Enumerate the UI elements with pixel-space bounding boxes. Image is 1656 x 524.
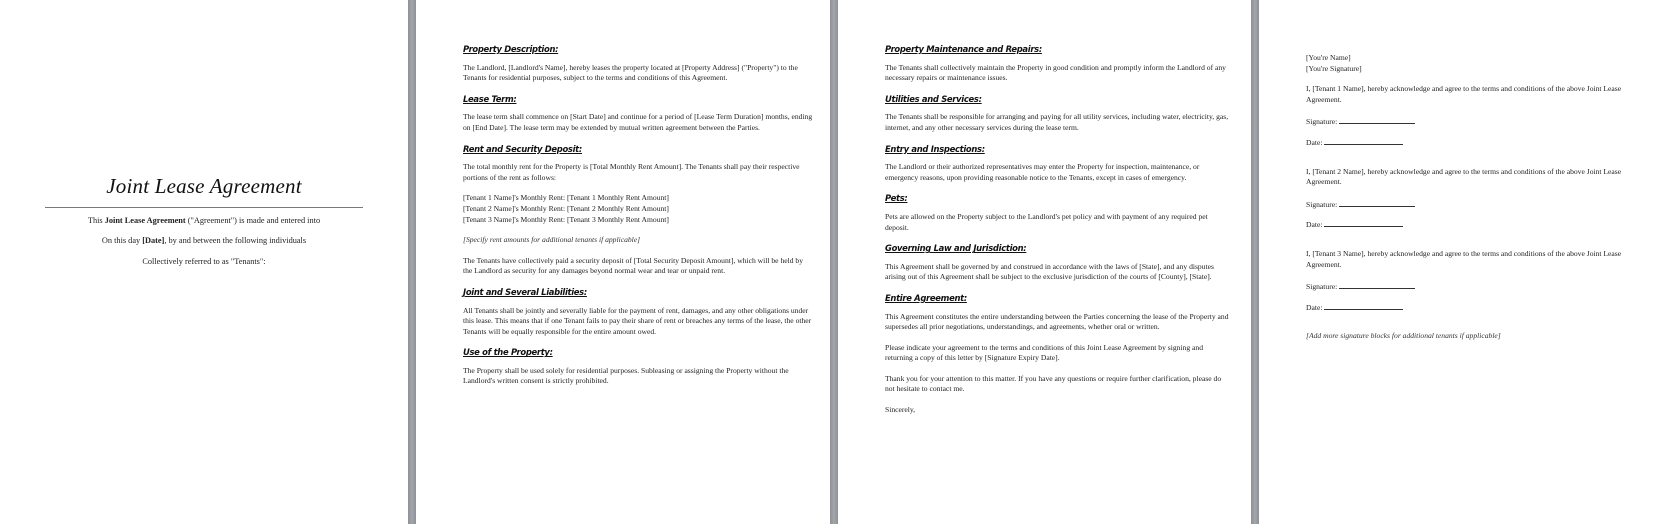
intro-line-3: Collectively referred to as "Tenants": <box>142 257 266 266</box>
section-utilities <box>885 94 1230 134</box>
section-body: This Agreement shall be governed by and construed in accordance with the laws of [State], and any disputes arising out of this Agreement shall be subject to the exclusive jurisdiction of the courts of [County], [State]. <box>885 261 1214 282</box>
signature-field[interactable] <box>1339 198 1415 207</box>
section-body: The Landlord or their authorized representatives may enter the Property for inspection, maintenance, or emergency reasons, upon providing reasonable notice to the Tenants, except in cases of emergency. <box>885 162 1200 182</box>
date-field[interactable] <box>1324 136 1403 145</box>
signature-field[interactable] <box>1339 115 1415 124</box>
sender-signature: [You're Signature] <box>1306 63 1362 73</box>
document-page-2 <box>416 0 830 524</box>
acknowledgement-text: I, [Tenant 2 Name], hereby acknowledge and agree to the terms and conditions of the above Joint Lease Agreement. <box>1306 166 1622 187</box>
section-body: The lease term shall commence on [Start Date] and continue for a period of [Lease Term Duration] months, ending on [End Date]. The lease term may be extended by mutual written agreement between the Parties. <box>463 112 813 132</box>
section-body: The Tenants shall collectively maintain the Property in good condition and promptly inform the Landlord of any necessary repairs or maintenance issues. <box>885 62 1226 83</box>
title-divider <box>45 207 363 208</box>
date-label: Date: <box>1306 220 1323 230</box>
section-rent-deposit <box>463 144 813 277</box>
document-page-3 <box>838 0 1251 524</box>
rent-line: [Tenant 1 Name]'s Monthly Rent: [Tenant 1 Monthly Rent Amount] <box>463 193 669 203</box>
section-governing-law <box>885 243 1230 283</box>
rent-breakdown <box>463 193 813 225</box>
section-body: All Tenants shall be jointly and severally liable for the payment of rent, damages, and any other obligations under this lease. This means that if one Tenant fails to pay their share of rent or breaches any terms of the lease, the other Tenants will be equally responsible for the entire amount owed. <box>463 305 812 336</box>
section-heading: Rent and Security Deposit: <box>463 143 582 154</box>
acknowledgement-text: I, [Tenant 3 Name], hereby acknowledge and agree to the terms and conditions of the above Joint Lease Agreement. <box>1306 248 1622 269</box>
date-row <box>1306 136 1656 149</box>
date-row <box>1306 218 1656 231</box>
section-heading: Property Description: <box>463 44 559 54</box>
section-entire-agreement <box>885 293 1230 333</box>
section-heading: Use of the Property: <box>463 347 553 358</box>
deposit-text: The Tenants have collectively paid a security deposit of [Total Security Deposit Amount], which will be held by the Landlord as security for any damages beyond normal wear and tear or unpaid rent. <box>463 255 804 276</box>
tenant-signature-block-3 <box>1306 249 1656 313</box>
section-pets <box>885 193 1230 233</box>
section-heading: Property Maintenance and Repairs: <box>885 44 1042 54</box>
page-separator <box>1251 0 1259 524</box>
document-title: Joint Lease Agreement <box>106 174 302 198</box>
section-heading: Lease Term: <box>463 93 517 104</box>
date-label: Date: <box>1306 137 1323 147</box>
additional-signatures-note: [Add more signature blocks for additional tenants if applicable] <box>1306 331 1501 341</box>
date-row <box>1306 301 1656 314</box>
section-heading: Utilities and Services: <box>885 93 982 104</box>
page-separator <box>408 0 416 524</box>
section-body: The total monthly rent for the Property is [Total Monthly Rent Amount]. The Tenants shall pay their respective portions of the rent as follows: <box>463 162 800 182</box>
closing-thanks: Thank you for your attention to this matter. If you have any questions or require further clarification, please do not hesitate to contact me. <box>885 373 1222 394</box>
section-heading: Entry and Inspections: <box>885 143 985 154</box>
rent-note: [Specify rent amounts for additional tenants if applicable] <box>463 235 641 245</box>
acknowledgement-text: I, [Tenant 1 Name], hereby acknowledge and agree to the terms and conditions of the above Joint Lease Agreement. <box>1306 84 1622 104</box>
signature-row <box>1306 198 1656 211</box>
section-heading: Pets: <box>885 193 908 204</box>
tenant-signature-block-2 <box>1306 167 1656 231</box>
date-label: Date: <box>1306 302 1323 312</box>
section-body: The Landlord, [Landlord's Name], hereby leases the property located at [Property Address] ("Property") to the Tenants for residential purposes, subject to the terms and conditions of this Agreement. <box>463 62 798 83</box>
signature-label: Signature: <box>1306 282 1338 292</box>
document-page-4 <box>1259 0 1656 524</box>
signature-label: Signature: <box>1306 117 1338 127</box>
intro-line-1: This Joint Lease Agreement ("Agreement") is made and entered into <box>87 216 321 225</box>
closing-request: Please indicate your agreement to the terms and conditions of this Joint Lease Agreement by signing and returning a copy of this letter by [Signature Expiry Date]. <box>885 342 1204 363</box>
section-joint-liabilities <box>463 287 813 337</box>
date-field[interactable] <box>1324 218 1403 227</box>
sender-block <box>1306 53 1656 74</box>
section-body: The Property shall be used solely for residential purposes. Subleasing or assigning the Property without the Landlord's written consent is strictly prohibited. <box>463 365 789 386</box>
section-heading: Entire Agreement: <box>885 292 967 303</box>
section-body: Pets are allowed on the Property subject to the Landlord's pet policy and with payment of any required pet deposit. <box>885 211 1208 232</box>
document-page-cover <box>0 0 408 524</box>
signature-label: Signature: <box>1306 199 1338 209</box>
page-separator <box>830 0 838 524</box>
closing-salutation: Sincerely, <box>885 405 916 415</box>
rent-line: [Tenant 2 Name]'s Monthly Rent: [Tenant 2 Monthly Rent Amount] <box>463 203 669 213</box>
tenant-signature-block-1 <box>1306 84 1656 148</box>
date-field[interactable] <box>1324 301 1403 310</box>
section-maintenance <box>885 44 1230 84</box>
signature-row <box>1306 115 1656 128</box>
section-use-of-property <box>463 347 813 387</box>
signature-field[interactable] <box>1339 280 1415 289</box>
section-body: The Tenants shall be responsible for arranging and paying for all utility services, including water, electricity, gas, internet, and any other necessary services during the lease term. <box>885 112 1229 132</box>
signature-row <box>1306 280 1656 293</box>
sender-name: [You're Name] <box>1306 53 1351 62</box>
section-body: This Agreement constitutes the entire understanding between the Parties concerning the lease of the Property and supersedes all prior negotiations, understandings, and agreements, whether oral or written. <box>885 311 1229 332</box>
section-entry-inspections <box>885 144 1230 184</box>
section-heading: Governing Law and Jurisdiction: <box>885 243 1027 254</box>
intro-line-2: On this day [Date], by and between the following individuals <box>101 236 307 245</box>
rent-line: [Tenant 3 Name]'s Monthly Rent: [Tenant 3 Monthly Rent Amount] <box>463 214 669 224</box>
section-lease-term <box>463 94 813 134</box>
section-heading: Joint and Several Liabilities: <box>463 286 587 297</box>
section-property-description <box>463 44 813 84</box>
